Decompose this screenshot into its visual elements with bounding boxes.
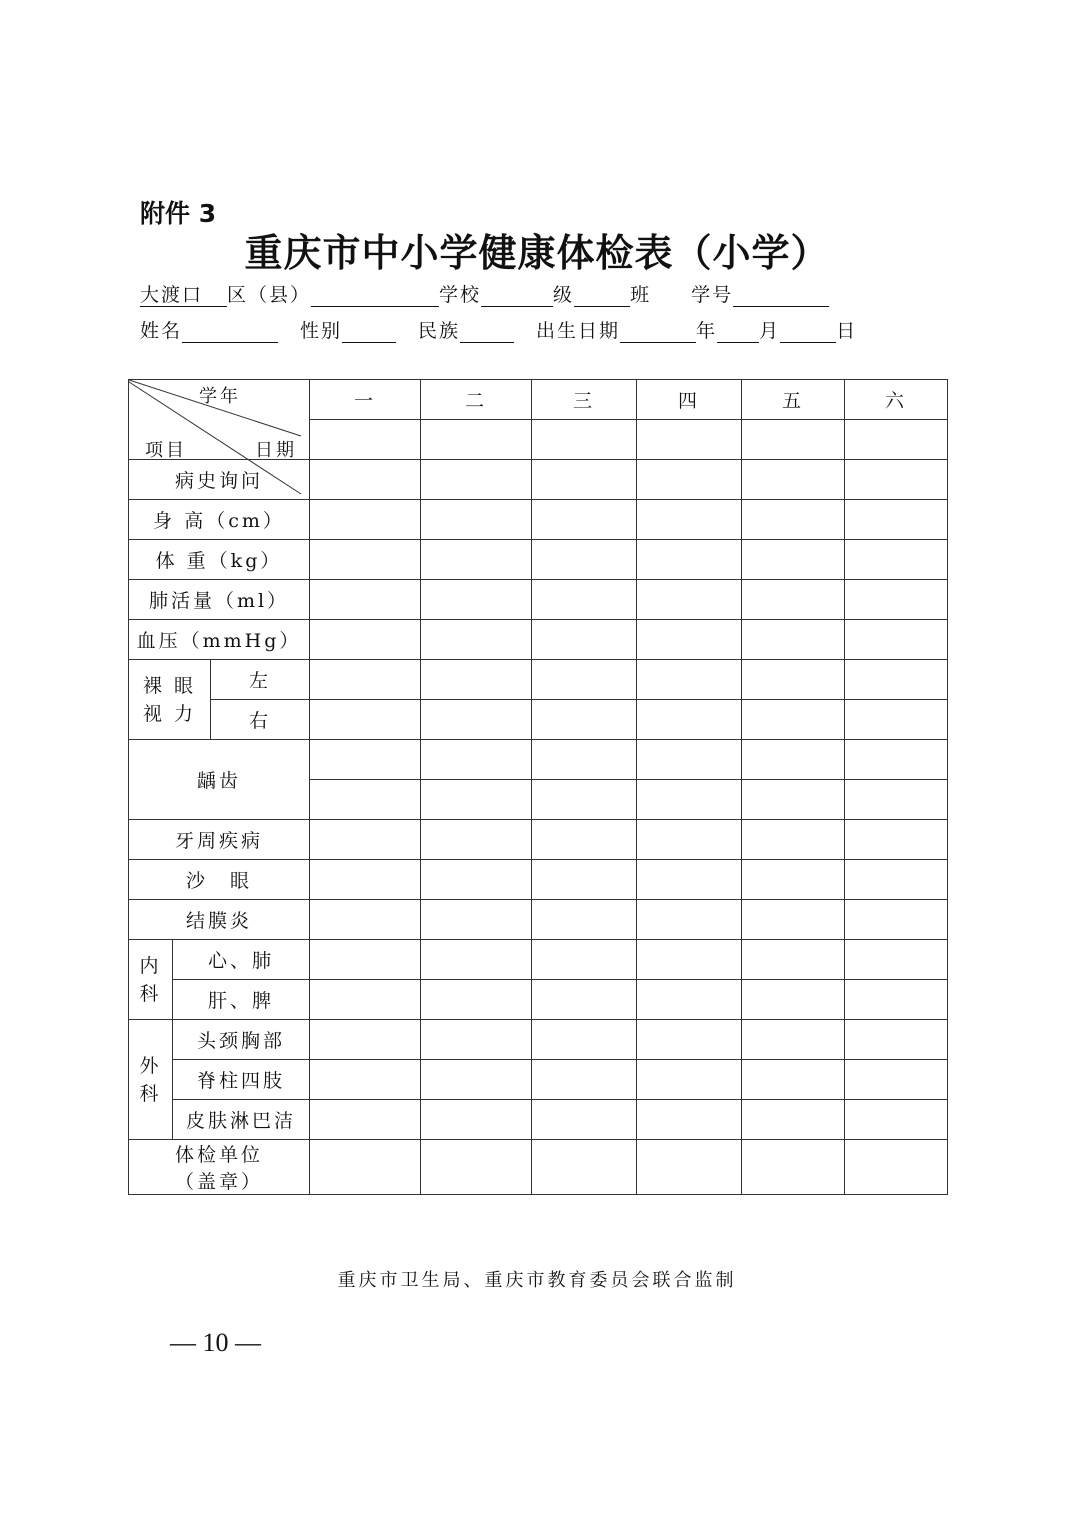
data-cell[interactable] (310, 460, 421, 500)
data-cell[interactable] (742, 740, 845, 780)
date-cell[interactable] (742, 420, 845, 460)
data-cell[interactable] (310, 860, 421, 900)
date-cell[interactable] (532, 420, 637, 460)
data-cell[interactable] (637, 780, 742, 820)
corner-date-label: 日期 (255, 440, 297, 461)
birth-year-blank[interactable] (620, 320, 696, 343)
data-cell[interactable] (532, 660, 637, 700)
data-cell[interactable] (637, 900, 742, 940)
data-cell[interactable] (742, 460, 845, 500)
data-cell[interactable] (532, 1060, 637, 1100)
data-cell[interactable] (421, 500, 532, 540)
data-cell[interactable] (637, 620, 742, 660)
blood-pressure-label: 血压（mmHg） (129, 620, 310, 660)
name-label: 姓名 (140, 320, 183, 342)
data-cell[interactable] (310, 660, 421, 700)
vision-label-line1: 裸 眼 (142, 674, 197, 697)
data-cell[interactable] (637, 1100, 742, 1140)
blood-pressure-row (129, 620, 948, 660)
ethnicity-blank[interactable] (460, 320, 514, 343)
lung-capacity-label: 肺活量（ml） (129, 580, 310, 620)
data-cell[interactable] (532, 500, 637, 540)
internal-medicine-label (129, 940, 173, 1020)
surgery-label (129, 1020, 173, 1140)
data-cell[interactable] (637, 460, 742, 500)
year-1-header: 一 (310, 380, 421, 420)
vision-label (129, 660, 211, 740)
page-number: — 10 — (170, 1328, 261, 1357)
date-cell[interactable] (421, 420, 532, 460)
trachoma-label: 沙 眼 (129, 860, 310, 900)
data-cell[interactable] (532, 780, 637, 820)
corner-item-label: 项目 (145, 440, 187, 461)
grade-label: 级 (553, 284, 575, 306)
skin-lymph-label: 皮肤淋巴洁 (173, 1100, 310, 1140)
data-cell[interactable] (742, 700, 845, 740)
data-cell[interactable] (845, 700, 948, 740)
form-title: 重庆市中小学健康体检表（小学） (244, 230, 830, 275)
year-2-header: 二 (421, 380, 532, 420)
school-blank[interactable] (311, 284, 439, 307)
stamp-cell[interactable] (532, 1140, 637, 1195)
data-cell[interactable] (742, 860, 845, 900)
data-cell[interactable] (310, 1020, 421, 1060)
data-cell[interactable] (742, 1020, 845, 1060)
exam-unit-line1: 体检单位 (175, 1144, 264, 1166)
school-label: 学校 (439, 284, 482, 306)
header-corner-cell (129, 380, 310, 460)
data-cell[interactable] (532, 1020, 637, 1060)
data-cell[interactable] (637, 580, 742, 620)
data-cell[interactable] (637, 660, 742, 700)
skin-lymph-row (129, 1100, 948, 1140)
weight-label: 体 重（kg） (129, 540, 310, 580)
data-cell[interactable] (845, 900, 948, 940)
heart-lung-row (129, 940, 948, 980)
lung-capacity-row (129, 580, 948, 620)
grade-blank[interactable] (481, 284, 553, 307)
data-cell[interactable] (532, 740, 637, 780)
data-cell[interactable] (637, 980, 742, 1020)
data-cell[interactable] (742, 820, 845, 860)
data-cell[interactable] (532, 940, 637, 980)
ethnicity-label: 民族 (418, 320, 461, 342)
data-cell[interactable] (421, 620, 532, 660)
stamp-cell[interactable] (845, 1140, 948, 1195)
data-cell[interactable] (845, 1060, 948, 1100)
data-cell[interactable] (742, 580, 845, 620)
data-cell[interactable] (421, 1100, 532, 1140)
data-cell[interactable] (742, 660, 845, 700)
data-cell[interactable] (742, 1100, 845, 1140)
data-cell[interactable] (742, 900, 845, 940)
data-cell[interactable] (421, 1060, 532, 1100)
vision-right-row (129, 700, 948, 740)
spine-limbs-row (129, 1060, 948, 1100)
student-no-blank[interactable] (733, 284, 829, 307)
data-cell[interactable] (421, 460, 532, 500)
data-cell[interactable] (532, 820, 637, 860)
data-cell[interactable] (421, 660, 532, 700)
heart-lung-label: 心、肺 (173, 940, 310, 980)
data-cell[interactable] (532, 900, 637, 940)
data-cell[interactable] (742, 980, 845, 1020)
data-cell[interactable] (310, 780, 421, 820)
class-label: 班 (630, 284, 652, 306)
height-label: 身 高（cm） (129, 500, 310, 540)
info-line-2 (140, 316, 857, 343)
internal-line2: 科 (139, 982, 162, 1005)
data-cell[interactable] (845, 660, 948, 700)
name-blank[interactable] (182, 320, 278, 343)
conjunctivitis-label: 结膜炎 (129, 900, 310, 940)
data-cell[interactable] (742, 500, 845, 540)
year-label: 年 (696, 320, 718, 342)
data-cell[interactable] (845, 780, 948, 820)
data-cell[interactable] (421, 900, 532, 940)
data-cell[interactable] (532, 980, 637, 1020)
info-line-1 (140, 280, 829, 307)
exam-unit-label (129, 1140, 310, 1195)
data-cell[interactable] (742, 540, 845, 580)
day-label: 日 (836, 320, 858, 342)
vision-label-line2: 视 力 (142, 702, 197, 725)
data-cell[interactable] (310, 620, 421, 660)
data-cell[interactable] (310, 740, 421, 780)
vision-left-row (129, 660, 948, 700)
data-cell[interactable] (532, 700, 637, 740)
stamp-cell[interactable] (310, 1140, 421, 1195)
exam-unit-row (129, 1140, 948, 1195)
height-row (129, 500, 948, 540)
year-6-header: 六 (845, 380, 948, 420)
data-cell[interactable] (310, 540, 421, 580)
birth-month-blank[interactable] (717, 320, 759, 343)
district-value[interactable]: 大渡口 (140, 284, 227, 307)
year-4-header: 四 (637, 380, 742, 420)
head-neck-row (129, 1020, 948, 1060)
history-label: 病史询问 (129, 460, 310, 500)
right-eye-label: 右 (211, 700, 310, 740)
gender-blank[interactable] (342, 320, 396, 343)
data-cell[interactable] (845, 820, 948, 860)
periodontal-row (129, 820, 948, 860)
data-cell[interactable] (845, 980, 948, 1020)
data-cell[interactable] (845, 740, 948, 780)
data-cell[interactable] (845, 940, 948, 980)
surgery-line1: 外 (139, 1054, 162, 1077)
data-cell[interactable] (637, 1060, 742, 1100)
data-cell[interactable] (742, 1060, 845, 1100)
data-cell[interactable] (310, 580, 421, 620)
conjunctivitis-row (129, 900, 948, 940)
data-cell[interactable] (532, 460, 637, 500)
data-cell[interactable] (421, 940, 532, 980)
data-cell[interactable] (637, 740, 742, 780)
data-cell[interactable] (845, 1100, 948, 1140)
trachoma-row (129, 860, 948, 900)
data-cell[interactable] (742, 940, 845, 980)
data-cell[interactable] (310, 900, 421, 940)
data-cell[interactable] (310, 940, 421, 980)
data-cell[interactable] (845, 580, 948, 620)
birth-label: 出生日期 (536, 320, 621, 342)
data-cell[interactable] (845, 460, 948, 500)
attachment-label: 附件 3 (140, 199, 217, 228)
data-cell[interactable] (845, 620, 948, 660)
surgery-line2: 科 (139, 1082, 162, 1105)
footer-note: 重庆市卫生局、重庆市教育委员会联合监制 (337, 1270, 737, 1291)
data-cell[interactable] (310, 1060, 421, 1100)
data-cell[interactable] (532, 1100, 637, 1140)
data-cell[interactable] (421, 580, 532, 620)
data-cell[interactable] (637, 500, 742, 540)
periodontal-label: 牙周疾病 (129, 820, 310, 860)
class-blank[interactable] (574, 284, 630, 307)
data-cell[interactable] (310, 820, 421, 860)
data-cell[interactable] (421, 1020, 532, 1060)
student-no-label: 学号 (691, 284, 734, 306)
weight-row (129, 540, 948, 580)
health-exam-table (128, 379, 948, 1195)
data-cell[interactable] (310, 1100, 421, 1140)
data-cell[interactable] (742, 620, 845, 660)
data-cell[interactable] (421, 540, 532, 580)
data-cell[interactable] (532, 540, 637, 580)
gender-label: 性别 (300, 320, 343, 342)
data-cell[interactable] (845, 860, 948, 900)
data-cell[interactable] (845, 1020, 948, 1060)
data-cell[interactable] (421, 740, 532, 780)
data-cell[interactable] (637, 1020, 742, 1060)
caries-row-1 (129, 740, 948, 780)
data-cell[interactable] (637, 540, 742, 580)
date-cell[interactable] (310, 420, 421, 460)
data-cell[interactable] (421, 860, 532, 900)
year-header-row (129, 380, 948, 420)
birth-day-blank[interactable] (780, 320, 836, 343)
data-cell[interactable] (532, 860, 637, 900)
data-cell[interactable] (532, 580, 637, 620)
data-cell[interactable] (421, 820, 532, 860)
data-cell[interactable] (532, 620, 637, 660)
head-neck-label: 头颈胸部 (173, 1020, 310, 1060)
left-eye-label: 左 (211, 660, 310, 700)
data-cell[interactable] (742, 780, 845, 820)
date-cell[interactable] (845, 420, 948, 460)
caries-label: 龋齿 (129, 740, 310, 820)
data-cell[interactable] (637, 940, 742, 980)
data-cell[interactable] (421, 700, 532, 740)
data-cell[interactable] (421, 780, 532, 820)
data-cell[interactable] (637, 860, 742, 900)
corner-year-label: 学年 (199, 386, 241, 407)
exam-unit-line2: （盖章） (175, 1171, 264, 1193)
year-3-header: 三 (532, 380, 637, 420)
data-cell[interactable] (845, 500, 948, 540)
data-cell[interactable] (310, 700, 421, 740)
liver-spleen-label: 肝、脾 (173, 980, 310, 1020)
year-5-header: 五 (742, 380, 845, 420)
stamp-cell[interactable] (637, 1140, 742, 1195)
stamp-cell[interactable] (421, 1140, 532, 1195)
data-cell[interactable] (310, 500, 421, 540)
date-cell[interactable] (637, 420, 742, 460)
liver-spleen-row (129, 980, 948, 1020)
data-cell[interactable] (421, 980, 532, 1020)
data-cell[interactable] (637, 820, 742, 860)
month-label: 月 (759, 320, 781, 342)
district-label: 区（县） (227, 284, 312, 306)
data-cell[interactable] (310, 980, 421, 1020)
stamp-cell[interactable] (742, 1140, 845, 1195)
internal-line1: 内 (139, 954, 162, 977)
spine-limbs-label: 脊柱四肢 (173, 1060, 310, 1100)
data-cell[interactable] (637, 700, 742, 740)
data-cell[interactable] (845, 540, 948, 580)
